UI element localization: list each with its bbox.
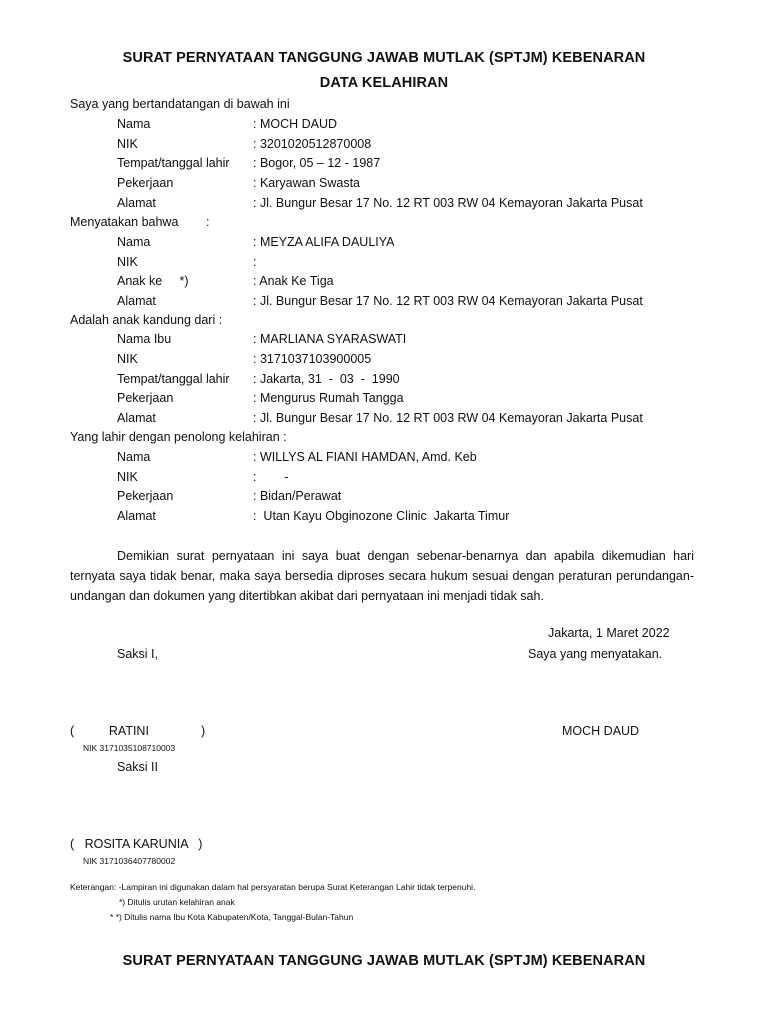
- mother-label-birth: Tempat/tanggal lahir: [117, 372, 230, 386]
- helper-value-nik: : -: [253, 470, 289, 484]
- mother-label-nik: NIK: [117, 352, 138, 366]
- mother-value-name: : MARLIANA SYARASWATI: [253, 332, 407, 346]
- helper-label-nik: NIK: [117, 470, 138, 484]
- mother-label-name: Nama Ibu: [117, 332, 172, 346]
- declarant-value-nik: : 3201020512870008: [253, 137, 372, 151]
- child-value-address: : Jl. Bungur Besar 17 No. 12 RT 003 RW 04 Kemayoran Jakarta Pusat: [253, 294, 643, 308]
- declarant-label-name: Nama: [117, 117, 151, 131]
- declarant-value-name: : MOCH DAUD: [253, 117, 338, 131]
- child-value-nik: :: [253, 255, 257, 269]
- closing-paragraph: Demikian surat pernyataan ini saya buat dengan sebenar-benarnya dan apabila dikemudian hari ternyata saya tidak benar, maka saya bersedia diproses secara hukum sesuai dengan peraturan perundangan-undangan dan dokumen yang ditertibkan akibat dari pernyataan ini menjadi tidak sah.: [70, 549, 694, 603]
- child-value-name: : MEYZA ALIFA DAULIYA: [253, 235, 395, 249]
- declarant-value-birth: : Bogor, 05 – 12 - 1987: [253, 156, 381, 170]
- notes-line-2: *) Ditulis urutan kelahiran anak: [119, 897, 235, 907]
- witness-1-label: Saksi I,: [117, 647, 158, 661]
- declarant-label-nik: NIK: [117, 137, 138, 151]
- witness-1-nik: NIK 3171035108710003: [83, 743, 176, 753]
- declarant-value-address: : Jl. Bungur Besar 17 No. 12 RT 003 RW 04 Kemayoran Jakarta Pusat: [253, 196, 643, 210]
- declarant-label-birth: Tempat/tanggal lahir: [117, 156, 230, 170]
- witness-2-name: ( ROSITA KARUNIA ): [70, 837, 203, 851]
- child-label-order: Anak ke *): [117, 274, 189, 288]
- place-date: Jakarta, 1 Maret 2022: [548, 626, 670, 640]
- helper-value-name: : WILLYS AL FIANI HAMDAN, Amd. Keb: [253, 450, 477, 464]
- mother-value-birth: : Jakarta, 31 - 03 - 1990: [253, 372, 400, 386]
- witness-2-label: Saksi II: [117, 760, 158, 774]
- mother-value-job: : Mengurus Rumah Tangga: [253, 391, 404, 405]
- helper-value-address: : Utan Kayu Obginozone Clinic Jakarta Timur: [253, 509, 510, 523]
- helper-label-address: Alamat: [117, 509, 156, 523]
- declarant-value-job: : Karyawan Swasta: [253, 176, 360, 190]
- statement-colon: :: [206, 215, 210, 229]
- helper-label-job: Pekerjaan: [117, 489, 174, 503]
- statement-heading: Menyatakan bahwa: [70, 215, 179, 229]
- witness-2-nik: NIK 3171036407780002: [83, 856, 176, 866]
- mother-value-nik: : 3171037103900005: [253, 352, 372, 366]
- document-title-line-1: SURAT PERNYATAAN TANGGUNG JAWAB MUTLAK (SPTJM) KEBENARAN: [122, 50, 646, 66]
- mother-heading: Adalah anak kandung dari :: [70, 313, 223, 327]
- footer-title: SURAT PERNYATAAN TANGGUNG JAWAB MUTLAK (SPTJM) KEBENARAN: [122, 953, 646, 969]
- helper-value-job: : Bidan/Perawat: [253, 489, 342, 503]
- child-label-nik: NIK: [117, 255, 138, 269]
- declarant-label-address: Alamat: [117, 196, 156, 210]
- mother-label-job: Pekerjaan: [117, 391, 174, 405]
- intro-text: Saya yang bertandatangan di bawah ini: [70, 97, 290, 111]
- child-label-name: Nama: [117, 235, 151, 249]
- helper-heading: Yang lahir dengan penolong kelahiran :: [70, 430, 287, 444]
- helper-label-name: Nama: [117, 450, 151, 464]
- child-value-order: : Anak Ke Tiga: [253, 274, 334, 288]
- mother-label-address: Alamat: [117, 411, 156, 425]
- witness-1-name: ( RATINI ): [70, 724, 206, 738]
- child-label-address: Alamat: [117, 294, 156, 308]
- declarant-label-job: Pekerjaan: [117, 176, 174, 190]
- declarant-signature-name: MOCH DAUD: [562, 724, 640, 738]
- notes-line-1: Keterangan: -Lampiran ini digunakan dalam hal persyaratan berupa Surat Keterangan Lahir tidak terpenuhi.: [70, 882, 476, 892]
- declarant-signature-label: Saya yang menyatakan.: [528, 647, 663, 661]
- mother-value-address: : Jl. Bungur Besar 17 No. 12 RT 003 RW 04 Kemayoran Jakarta Pusat: [253, 411, 643, 425]
- document-title-line-2: DATA KELAHIRAN: [319, 75, 449, 91]
- notes-line-3: * *) Ditulis nama Ibu Kota Kabupaten/Kota, Tanggal-Bulan-Tahun: [110, 912, 354, 922]
